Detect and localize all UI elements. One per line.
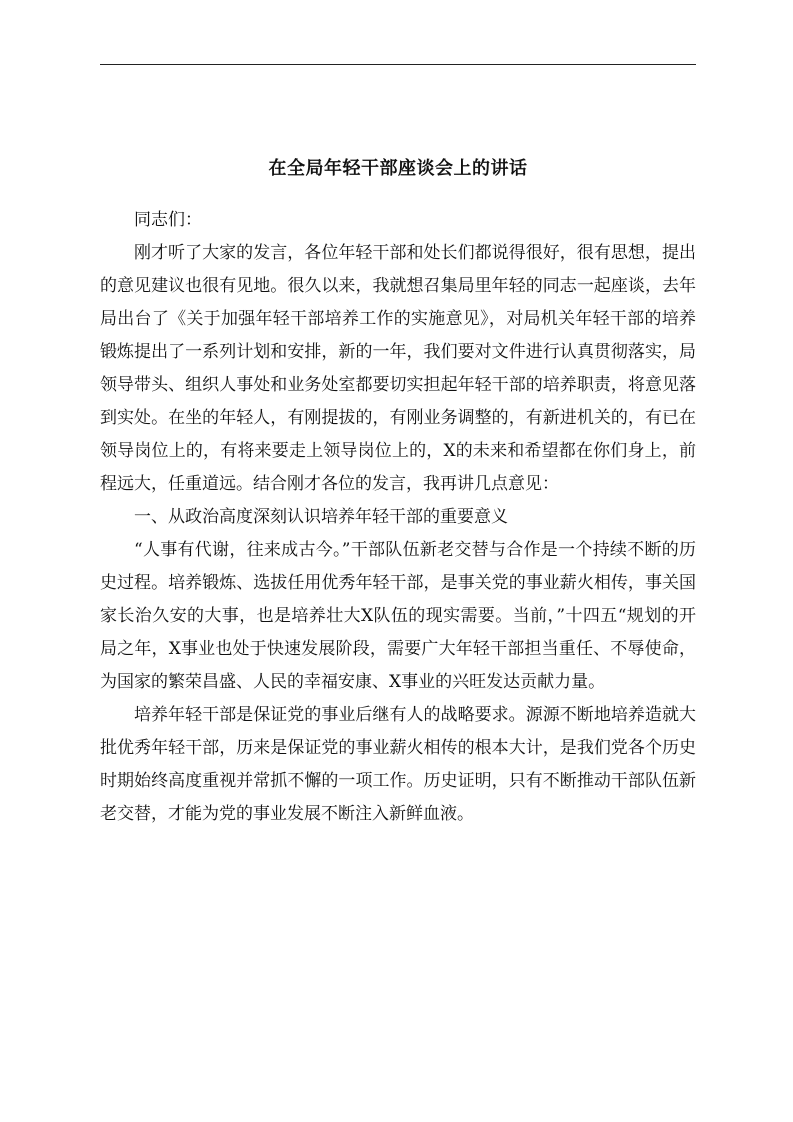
paragraph-opening: 刚才听了大家的发言，各位年轻干部和处长们都说得很好，很有思想，提出的意见建议也很有见地。很久以来，我就想召集局里年轻的同志一起座谈，去年局出台了《关于加强年轻干部培养工作的实施意见》，对局机关年轻干部的培养锻炼提出了一系列计划和安排，新的一年，我们要对文件进行认真贯彻落实，局领导带头、组织人事处和业务处室都要切实担起年轻干部的培养职责，将意见落到实处。在坐的年轻人，有刚提拔的，有刚业务调整的，有新进机关的，有已在领导岗位上的，有将来要走上领导岗位上的，X的未来和希望都在你们身上，前程远大，任重道远。结合刚才各位的发言，我再讲几点意见：	[100, 243, 696, 494]
document-body	[100, 204, 696, 831]
header-rule	[100, 64, 696, 65]
salutation: 同志们：	[134, 210, 202, 230]
paragraph-section-1-strategy: 培养年轻干部是保证党的事业后继有人的战略要求。源源不断地培养造就大批优秀年轻干部，历来是保证党的事业薪火相传的根本大计，是我们党各个历史时期始终高度重视并常抓不懈的一项工作。历史证明，只有不断推动干部队伍新老交替，才能为党的事业发展不断注入新鲜血液。	[100, 705, 696, 824]
paragraph-section-1-intro: “人事有代谢，往来成古今。”干部队伍新老交替与合作是一个持续不断的历史过程。培养锻炼、选拔任用优秀年轻干部，是事关党的事业薪火相传，事关国家长治久安的大事，也是培养壮大X队伍的现实需要。当前，”十四五“规划的开局之年，X事业也处于快速发展阶段，需要广大年轻干部担当重任、不辱使命，为国家的繁荣昌盛、人民的幸福安康、X事业的兴旺发达贡献力量。	[100, 540, 696, 692]
document-title: 在全局年轻干部座谈会上的讲话	[268, 158, 528, 179]
section-heading-1: 一、从政治高度深刻认识培养年轻干部的重要意义	[134, 507, 508, 527]
